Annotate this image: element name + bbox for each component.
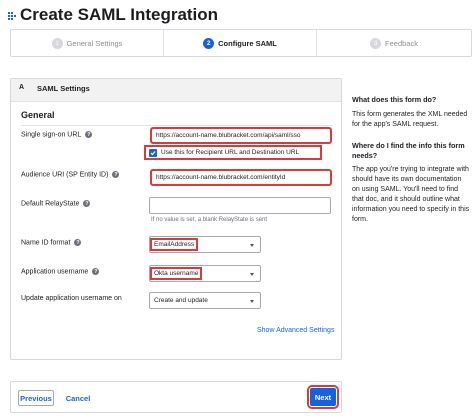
step-general-settings[interactable]: [11, 30, 163, 56]
nameid-format-select[interactable]: [149, 236, 261, 253]
grid-plus-icon: [8, 8, 18, 22]
help-icon[interactable]: ?: [76, 239, 80, 246]
step-number: 1: [52, 38, 63, 49]
step-label: General Settings: [66, 38, 123, 48]
previous-button[interactable]: Previous: [18, 390, 54, 406]
update-username-select[interactable]: [149, 292, 261, 309]
checkbox-checked-icon[interactable]: [149, 149, 157, 157]
section-tag: A: [19, 84, 25, 91]
step-feedback[interactable]: [317, 30, 471, 56]
help-question-2: Where do I find the info this form needs?: [352, 141, 465, 160]
relaystate-hint: If no value is set, a blank RelayState is sent: [151, 217, 268, 223]
help-answer-2: The app you're trying to integrate with should have its own documentation on using SAML. You'll need to find that doc, and it should outline what information you need to specify in this form.: [352, 166, 470, 223]
chevron-down-icon: [250, 244, 254, 247]
step-number: 2: [203, 38, 214, 49]
update-username-value: Create and update: [154, 297, 208, 304]
audience-uri-label: Audience URI (SP Entity ID) ?: [21, 171, 118, 179]
next-button[interactable]: Next: [310, 388, 336, 406]
wizard-steps: [10, 29, 472, 57]
audience-uri-input[interactable]: https://account-name.blubracket.com/entityId: [151, 170, 331, 185]
checkbox-label: Use this for Recipient URL and Destination URL: [161, 149, 300, 156]
sso-url-label: Single sign-on URL ?: [21, 131, 91, 139]
step-number: 3: [370, 38, 381, 49]
step-configure-saml[interactable]: [164, 30, 316, 56]
show-advanced-settings-link[interactable]: Show Advanced Settings: [257, 327, 335, 334]
card-title: SAML Settings: [37, 84, 90, 93]
app-username-label: Application username ?: [21, 268, 98, 276]
divider: [21, 125, 333, 126]
chevron-down-icon: [250, 273, 254, 276]
recipient-checkbox-row[interactable]: [145, 146, 321, 159]
nameid-format-label: Name ID format ?: [21, 239, 80, 247]
relaystate-input[interactable]: [149, 197, 331, 214]
help-answer-1: This form generates the XML needed for the app's SAML request.: [352, 111, 468, 128]
cancel-button[interactable]: Cancel: [65, 393, 91, 403]
help-icon[interactable]: ?: [85, 200, 89, 207]
step-label: Configure SAML: [218, 38, 277, 48]
update-username-label: Update application username on: [21, 295, 122, 302]
step-label: Feedback: [385, 38, 418, 48]
help-icon[interactable]: ?: [114, 171, 118, 178]
help-icon[interactable]: ?: [94, 268, 98, 275]
help-question-1: What does this form do?: [352, 95, 437, 104]
card-header: [11, 79, 341, 102]
chevron-down-icon: [250, 300, 254, 303]
form-footer: [10, 381, 342, 413]
app-username-select[interactable]: [149, 265, 261, 282]
app-username-value: Okta username: [151, 268, 201, 279]
page-title: Create SAML Integration: [20, 5, 219, 24]
help-icon[interactable]: ?: [87, 131, 91, 138]
sso-url-input[interactable]: https://account-name.blubracket.com/api/saml/sso: [151, 128, 331, 143]
section-title: General: [21, 110, 55, 120]
nameid-value: EmailAddress: [151, 239, 197, 250]
relaystate-label: Default RelayState ?: [21, 200, 89, 208]
saml-settings-card: [10, 78, 342, 360]
